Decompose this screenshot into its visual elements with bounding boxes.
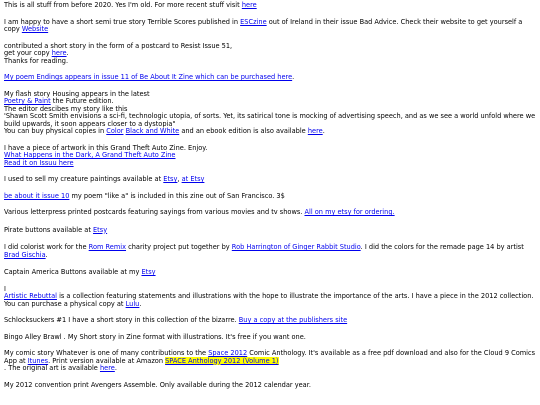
housing-line-5c: . [322, 127, 325, 135]
esczine-website-link[interactable]: Website [21, 25, 49, 33]
pirate-etsy-link[interactable]: Etsy [93, 225, 108, 234]
endings-poem-link[interactable]: My poem Endings appears in issue 11 of Be About It Zine which can be purchased here [4, 73, 293, 81]
artistic-rebuttal-link[interactable]: Artistic Rebuttal [4, 292, 57, 300]
terrible-scores-text-2: out of Ireland in their issue Bad Advice. Check their website to get yourself a copy [4, 17, 523, 33]
rebuttal-text: is a collection featuring statements and illustrations with the hope to illustrate the importance of the arts. I have a piece in the 2012 collection. You can purchase a physical copy at [4, 292, 534, 308]
postcards-etsy-link[interactable]: All on my etsy for ordering. [304, 208, 395, 216]
artistic-rebuttal-paragraph [4, 286, 536, 309]
space-text-2: Comic Anthology. It's available as a free pdf download and also for the Cloud 9 Comics App at [4, 349, 536, 365]
recent-stuff-link[interactable]: here [241, 1, 257, 9]
bingo-alley-text: Bingo Alley Brawl . My Short story in Zine format with illustrations. It's free if you want one. [4, 332, 306, 341]
postcards-text: Various letterpress printed postcards featuring sayings from various movies and tv shows. [4, 208, 305, 216]
ebook-here-link[interactable]: here [307, 127, 323, 135]
etsy-link-2[interactable]: at Etsy [181, 175, 205, 183]
be-about-it-link[interactable]: be about it issue 10 [4, 191, 70, 200]
intro-text: This is all stuff from before 2020. Yes I'm old. For more recent stuff visit [4, 1, 242, 9]
space-text-3: . Print version available at Amazon [48, 356, 166, 365]
terrible-scores-text: I am happy to have a short semi true story Terrible Scores published in [4, 17, 241, 26]
publishers-site-link[interactable]: Buy a copy at the publishers site [238, 316, 348, 324]
resist-line-2: get your copy [4, 49, 52, 57]
captain-america-text: Captain America Buttons available at my [4, 268, 142, 276]
endings-end: . [292, 73, 295, 81]
rom-text-1: I did colorist work for the [4, 243, 89, 251]
etsy-link-1[interactable]: Etsy [163, 175, 178, 183]
rom-remix-paragraph [4, 244, 536, 259]
captain-america-etsy-link[interactable]: Etsy [141, 268, 156, 276]
space-anthology-link[interactable]: SPACE Anthology 2012 (Volume 1) [165, 356, 279, 365]
resist-line-1: contributed a short story in the form of a postcard to Resist Issue 51, [4, 41, 233, 50]
schlocksuckers-text: Schlocksuckers #1 I have a short story in this collection of the bizarre. [4, 316, 239, 324]
bw-edition-link[interactable]: Black and White [125, 127, 180, 135]
housing-quote: 'Shawn Scott Smith envisions a sci-fi, technologic utopia, of sorts. Yet, its satirical tone is mocking of advertising speech, and as we see a world unfold where we build upwards, it soon appears closer to a dystopia" [4, 112, 536, 128]
resist-here-link[interactable]: here [51, 49, 67, 57]
space-2012-link[interactable]: Space 2012 [208, 349, 248, 357]
creature-text: I used to sell my creature paintings available at [4, 175, 164, 183]
housing-paragraph [4, 91, 536, 136]
schlocksuckers-paragraph [4, 317, 536, 325]
like-a-text: my poem "like a" is included in this zine out of San Francisco. 3$ [69, 191, 285, 200]
space-text-1: My comic story Whatever is one of many contributions to the [4, 349, 209, 357]
color-edition-link[interactable]: Color [106, 127, 124, 135]
rom-text-2: charity project put together by [126, 243, 232, 251]
itunes-link[interactable]: Itunes [27, 356, 49, 365]
esczine-link[interactable]: ESCzine [240, 17, 267, 26]
housing-line-5b: and an ebook edition is also available [179, 127, 308, 135]
intro-paragraph [4, 2, 536, 10]
avengers-text: My 2012 convention print Avengers Assemble. Only available during the 2012 calendar year. [4, 380, 311, 389]
issuu-link[interactable]: Read it on Issuu here [4, 158, 74, 167]
space-text-4: . The original art is available [4, 364, 100, 372]
pirate-paragraph [4, 227, 536, 235]
rom-remix-link[interactable]: Rom Remix [88, 243, 127, 251]
poetry-paint-link[interactable]: Poetry & Paint [4, 97, 51, 105]
brad-gischia-link[interactable]: Brad Gischia [4, 250, 46, 259]
space-text-5: . [114, 364, 117, 372]
pirate-text: Pirate buttons available at [4, 225, 94, 234]
gta-zine-link[interactable]: What Happens in the Dark, A Grand Theft Auto Zine [4, 151, 176, 159]
rom-text-4: . [45, 250, 48, 259]
endings-paragraph [4, 74, 536, 82]
avengers-paragraph [4, 382, 536, 390]
gta-line-1: I have a piece of artwork in this Grand Theft Auto Zine. Enjoy. [4, 143, 208, 152]
rebuttal-line-1: I [4, 284, 6, 293]
housing-line-1: My flash story Housing appears in the latest [4, 89, 150, 98]
bingo-alley-paragraph [4, 334, 536, 342]
ginger-rabbit-link[interactable]: Rob Harrington of Ginger Rabbit Studio [231, 243, 361, 251]
postcards-paragraph [4, 209, 536, 217]
original-art-link[interactable]: here [99, 364, 115, 372]
lulu-link[interactable]: Lulu [125, 299, 140, 308]
creature-paragraph [4, 176, 536, 184]
creature-comma: , [177, 175, 182, 183]
be-about-it-paragraph [4, 193, 536, 201]
housing-line-2: the Future edition. [50, 97, 114, 105]
resist-paragraph [4, 43, 536, 66]
space-2012-paragraph [4, 350, 536, 373]
resist-line-3: Thanks for reading. [4, 56, 69, 65]
gta-paragraph [4, 145, 536, 168]
rom-text-3: . I did the colors for the remade page 14 by artist [360, 243, 524, 251]
terrible-scores-paragraph [4, 19, 536, 34]
rebuttal-end: . [139, 299, 142, 308]
captain-america-paragraph [4, 269, 536, 277]
housing-line-5: You can buy physical copies in [4, 127, 107, 135]
resist-line-2-end: . [66, 49, 69, 57]
housing-line-3: The editor descibes my story like this [4, 104, 128, 113]
